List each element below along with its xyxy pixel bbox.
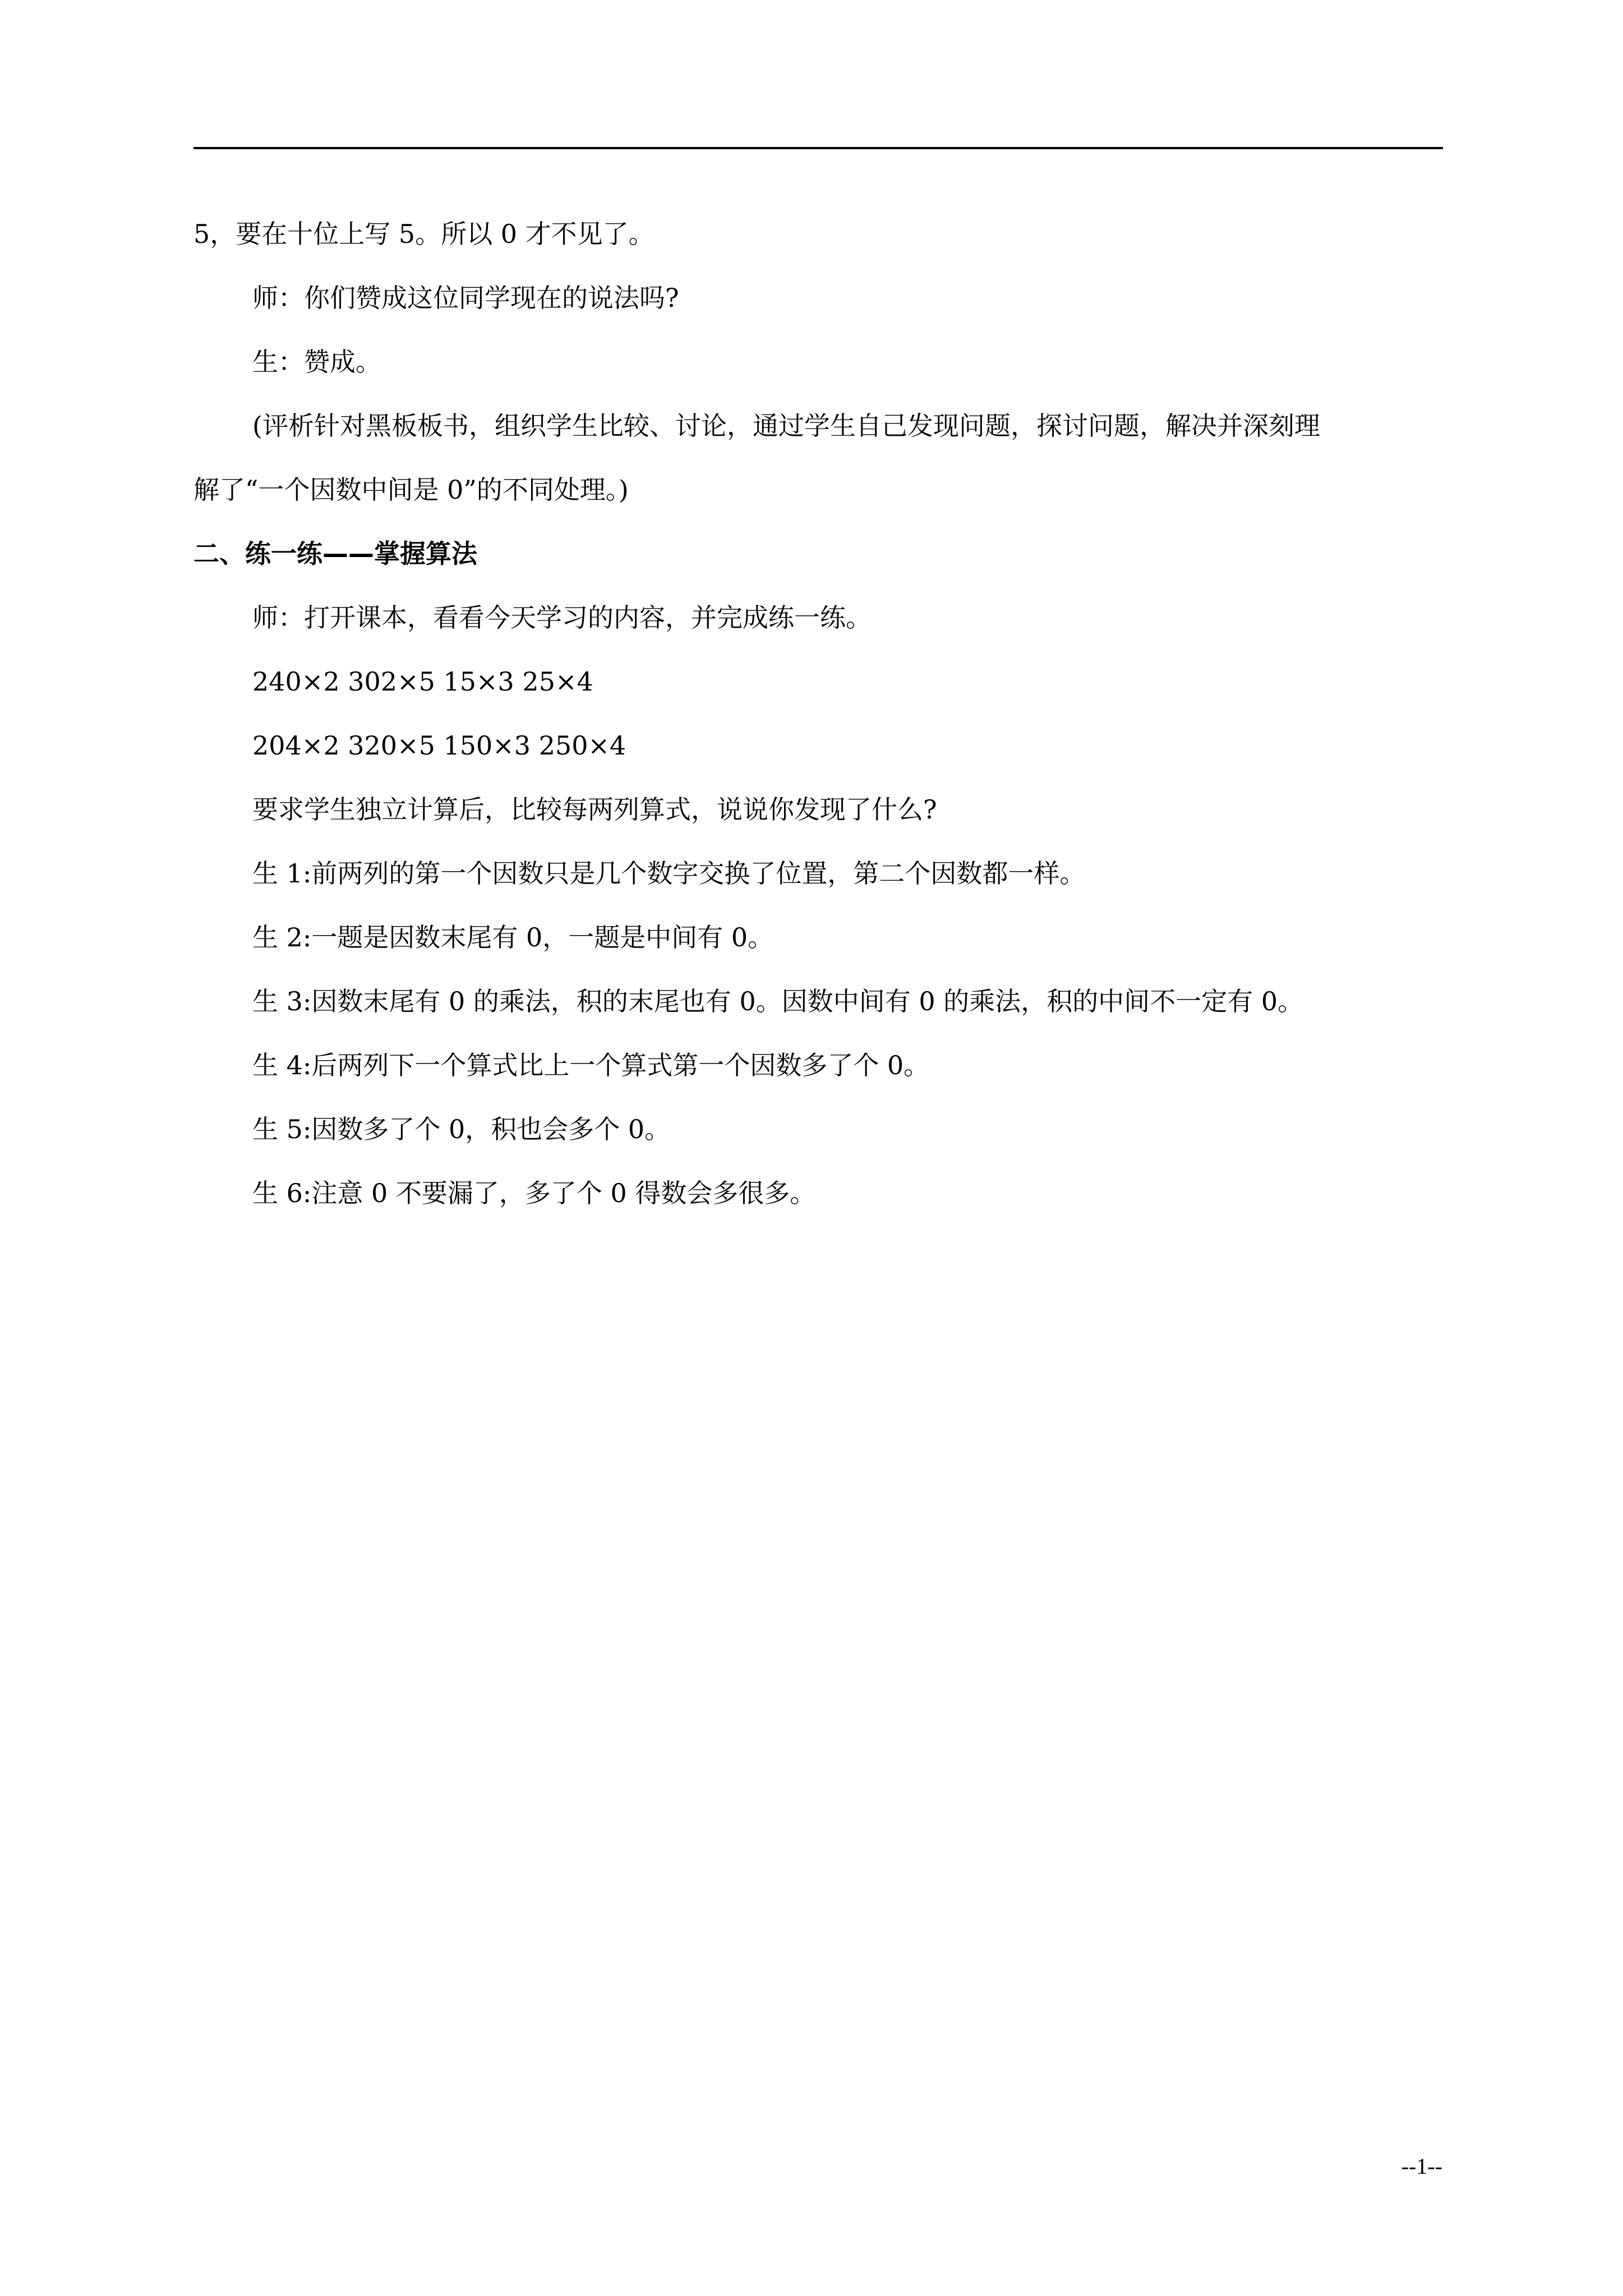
student-answer: 生 2:一题是因数末尾有 0，一题是中间有 0。 bbox=[252, 922, 774, 953]
student-answer: 生 4:后两列下一个算式比上一个算式第一个因数多了个 0。 bbox=[252, 1050, 930, 1080]
student-answer: 生 3:因数末尾有 0 的乘法，积的末尾也有 0。因数中间有 0 的乘法，积的中间不一定有 0。 bbox=[252, 986, 1304, 1016]
instruction-line: 要求学生独立计算后，比较每两列算式，说说你发现了什么? bbox=[252, 794, 937, 825]
teacher-line: 师：打开课本，看看今天学习的内容，并完成练一练。 bbox=[252, 602, 872, 633]
student-answer: 生 5:因数多了个 0，积也会多个 0。 bbox=[252, 1114, 671, 1144]
commentary-line-continued: 解了“一个因数中间是 0”的不同处理。) bbox=[193, 475, 629, 505]
section-heading: 二、练一练——掌握算法 bbox=[193, 539, 477, 569]
student-answer: 生 6:注意 0 不要漏了，多了个 0 得数会多很多。 bbox=[252, 1178, 816, 1208]
student-answer: 生 1:前两列的第一个因数只是几个数字交换了位置，第二个因数都一样。 bbox=[252, 858, 1086, 889]
teacher-line: 师：你们赞成这位同学现在的说法吗? bbox=[252, 283, 679, 313]
header-rule bbox=[193, 147, 1443, 149]
paragraph-line: 5，要在十位上写 5。所以 0 才不见了。 bbox=[193, 219, 654, 249]
student-line: 生：赞成。 bbox=[252, 347, 381, 377]
exercise-row: 204×2 320×5 150×3 250×4 bbox=[252, 730, 626, 761]
exercise-row: 240×2 302×5 15×3 25×4 bbox=[252, 666, 593, 697]
commentary-line: (评析针对黑板板书，组织学生比较、讨论，通过学生自己发现问题，探讨问题，解决并深刻理 bbox=[252, 411, 1320, 441]
page-number: --1-- bbox=[1401, 2154, 1442, 2179]
document-body bbox=[193, 202, 1450, 1225]
